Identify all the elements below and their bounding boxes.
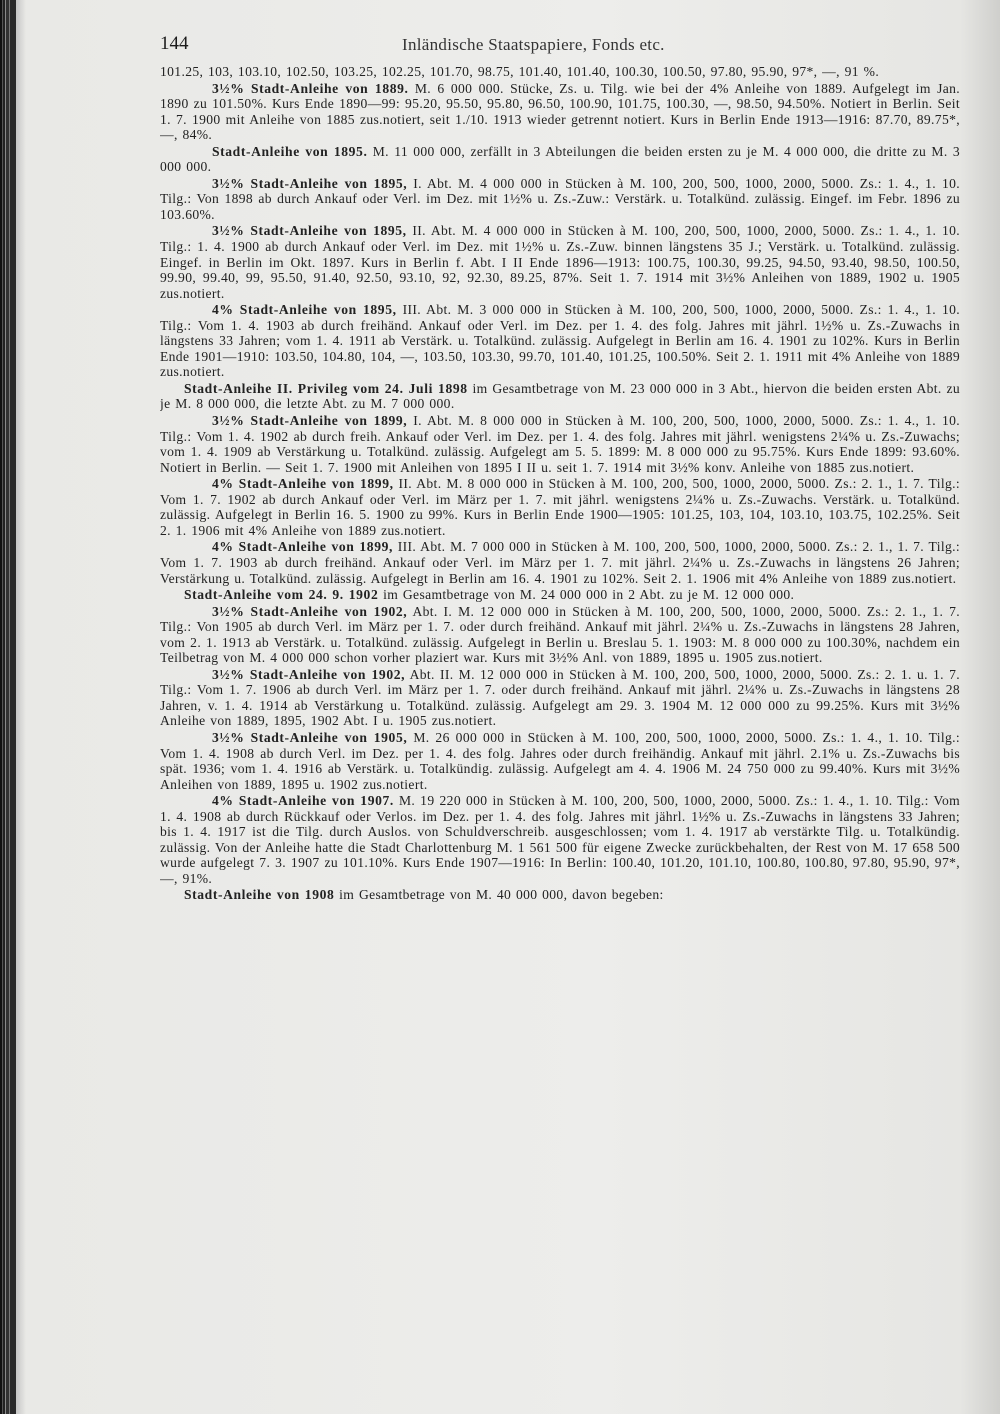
entry-anleihe-1907 <box>160 793 960 886</box>
paragraph <box>160 81 960 143</box>
entry-heading: 4% Stadt-Anleihe von 1899, <box>212 476 394 492</box>
page-number: 144 <box>160 34 189 54</box>
entry-text: im Gesamtbetrage von M. 23 000 000 in 3 Abt., hiervon die beiden ersten Abt. zu je M. 8 000 000, die letzte Abt. zu M. 7 000 000. <box>160 380 960 412</box>
entry-anleihe-1889 <box>160 81 960 143</box>
paragraph <box>160 476 960 538</box>
entry-heading: Stadt-Anleihe von 1895. <box>212 143 368 159</box>
entry-anleihe-1902-overview <box>160 587 960 603</box>
entry-text: I. Abt. M. 8 000 000 in Stücken à M. 100, 200, 500, 1000, 2000, 5000. Zs.: 1. 4., 1. 10. Tilg.: Vom 1. 4. 1902 ab durch freih. Ankauf oder Verl. im Dez. per 1. 4. des folg. Jahres mit jährl. wenigstens 2¼% u. Zs.-Zuwachs; vom 1. 4. 1909 ab Verstärkung u. Totalkünd. zulässig. Aufgelegt am 5. 5. 1899: M. 8 000 000 zu 95.75%. Kurs Ende 1899: 93.60%. Notiert in Berlin. — Seit 1. 7. 1900 mit Anleihen von 1895 I II u. seit 1. 7. 1914 mit 3½% konv. Anleihe von 1885 zus.notiert. <box>160 413 960 475</box>
entry-heading: Stadt-Anleihe II. Privileg vom 24. Juli 1898 <box>184 380 468 396</box>
paragraph <box>160 381 960 412</box>
entry-anleihe-1908 <box>160 887 960 903</box>
entry-text: II. Abt. M. 4 000 000 in Stücken à M. 100, 200, 500, 1000, 2000, 5000. Zs.: 1. 4., 1. 10. Tilg.: 1. 4. 1900 ab durch Ankauf oder Verl. im Dez. mit 1½% u. Zs.-Zuw. binnen längstens 35 J.; Verstärk. u. Totalkünd. zulässig. Eingef. in Berlin im Okt. 1897. Kurs in Berlin f. Abt. I II Ende 1896—1913: 100.75, 100.30, 99.25, 94.50, 93.40, 98.50, 100.50, 99.90, 99.40, 99, 95.50, 91.40, 92.50, 93.10, 92, 92.30, 89.25, 87%. Seit 1. 7. 1914 mit 3½% Anleihen von 1889, 1902 u. 1905 zus.notiert. <box>160 223 960 301</box>
paragraph <box>160 64 960 80</box>
entry-heading: 3½% Stadt-Anleihe von 1902, <box>212 603 408 619</box>
entry-heading: 3½% Stadt-Anleihe von 1895, <box>212 223 407 239</box>
page-header <box>160 34 960 54</box>
entry-anleihe-1895-abt-3 <box>160 302 960 380</box>
entry-text: im Gesamtbetrage von M. 40 000 000, davon begeben: <box>339 887 664 903</box>
document-page <box>160 34 960 1404</box>
entry-text: 101.25, 103, 103.10, 102.50, 103.25, 102.25, 101.70, 98.75, 101.40, 101.40, 100.30, 100.50, 97.80, 95.90, 97*, —, 91 %. <box>160 64 880 79</box>
running-title: Inländische Staatspapiere, Fonds etc. <box>402 35 665 54</box>
paragraph <box>160 887 960 903</box>
entry-continued-quotes <box>160 64 960 80</box>
entry-text: III. Abt. M. 3 000 000 in Stücken à M. 100, 200, 500, 1000, 2000, 5000. Zs.: 1. 4., 1. 10. Tilg.: Vom 1. 4. 1903 ab durch freihänd. Ankauf oder Verl. im Dez. per 1. 4. des folg. Jahres mit jährl. 1½% u. Zs.-Zuwachs in längstens 33 Jahren; vom 1. 4. 1911 ab Verstärk. u. Totalkünd. zulässig. Aufgelegt in Berlin am 16. 4. 1901 zu 102%. Kurs in Berlin Ende 1901—1910: 103.50, 104.80, 104, —, 103.50, 103.30, 99.70, 101.40, 101.25, 100.50%. Seit 2. 1. 1911 mit 4% Anleihe von 1889 zus.notiert. <box>160 302 960 380</box>
entry-text: im Gesamtbetrage von M. 24 000 000 in 2 Abt. zu je M. 12 000 000. <box>383 587 795 603</box>
entry-text: M. 6 000 000. Stücke, Zs. u. Tilg. wie bei der 4% Anleihe von 1889. Aufgelegt im Jan. 1890 zu 101.50%. Kurs Ende 1890—99: 95.20, 95.50, 95.80, 96.50, 100.90, 101.75, 100.30, —, 98.50, 94.50%. Notiert in Berlin. Seit 1. 7. 1900 mit Anleihe von 1885 zus.notiert, seit 1./10. 1913 wieder getrennt notiert. Kurs in Berlin Ende 1913—1916: 87.70, 89.75*, —, 84%. <box>160 80 960 143</box>
entry-heading: 3½% Stadt-Anleihe von 1895, <box>212 175 408 191</box>
entry-heading: 3½% Stadt-Anleihe von 1902, <box>212 666 406 682</box>
entry-heading: 3½% Stadt-Anleihe von 1889. <box>212 80 409 96</box>
entry-anleihe-1899-abt-2 <box>160 476 960 538</box>
entry-heading: Stadt-Anleihe von 1908 <box>184 887 335 903</box>
entry-heading: 4% Stadt-Anleihe von 1907. <box>212 793 394 809</box>
book-binding-edge <box>0 0 16 1414</box>
paragraph <box>160 539 960 586</box>
entry-anleihe-1899-abt-1 <box>160 413 960 475</box>
entry-heading: Stadt-Anleihe vom 24. 9. 1902 <box>184 587 379 603</box>
entry-anleihe-1899-abt-3 <box>160 539 960 586</box>
entry-anleihe-1895-abt-2 <box>160 223 960 301</box>
paragraph <box>160 667 960 729</box>
entry-heading: 3½% Stadt-Anleihe von 1899, <box>212 413 408 429</box>
entry-text: I. Abt. M. 4 000 000 in Stücken à M. 100, 200, 500, 1000, 2000, 5000. Zs.: 1. 4., 1. 10. Tilg.: Von 1898 ab durch Ankauf oder Verl. im Dez. mit 1½% u. Zs.-Zuw.: Verstärk. u. Totalkünd. zulässig. Eingef. im Febr. 1896 zu 103.60%. <box>160 175 960 222</box>
paragraph <box>160 730 960 792</box>
entry-heading: 4% Stadt-Anleihe von 1899, <box>212 539 393 555</box>
entry-text: Abt. I. M. 12 000 000 in Stücken à M. 100, 200, 500, 1000, 2000, 5000. Zs.: 2. 1., 1. 7. Tilg.: Von 1905 ab durch Verl. im März per 1. 7. oder durch freihänd. Ankauf mit jährl. 2¼% u. Zs.-Zuwachs in längstens 28 Jahren, vom 2. 1. 1913 ab Verstärk. u. Totalkünd. zulässig. Aufgelegt in Berlin u. Breslau 5. 1. 1903: M. 8 000 000 zu 100.30%, nachdem ein Teilbetrag von M. 4 000 000 schon vorher plaziert war. Kurs mit 3½% Anl. von 1889, 1895 u. 1905 zus.notiert. <box>160 603 960 666</box>
entry-anleihe-1902-abt-2 <box>160 667 960 729</box>
entry-anleihe-1895-overview <box>160 144 960 175</box>
paragraph <box>160 413 960 475</box>
paragraph <box>160 144 960 175</box>
entry-text: M. 11 000 000, zerfällt in 3 Abteilungen die beiden ersten zu je M. 4 000 000, die dritte zu M. 3 000 000. <box>160 143 960 175</box>
entry-text: M. 19 220 000 in Stücken à M. 100, 200, 500, 1000, 2000, 5000. Zs.: 1. 4., 1. 10. Tilg.: Vom 1. 4. 1908 ab durch Rückkauf oder Verlos. im Dez. per 1. 4. des folg. Jahres mit jährl. 1½% u. Zs.-Zuwachs in längstens 33 Jahren; bis 1. 4. 1917 ist die Tilg. durch Auslos. von Schuldverschreib. ausgeschlossen; vom 1. 4. 1917 ab verstärkte Tilg. u. Totalkündig. zulässig. Von der Anleihe hatte die Stadt Charlottenburg M. 1 561 500 für eigene Zwecke zurückbehalten, der Rest von M. 17 658 500 wurde aufgelegt 7. 3. 1907 zu 101.10%. Kurs Ende 1907—1916: In Berlin: 100.40, 101.20, 101.10, 100.80, 100.80, 97.80, 95.90, 97*, —, 91%. <box>160 793 960 886</box>
paragraph <box>160 302 960 380</box>
paragraph <box>160 176 960 223</box>
paragraph <box>160 587 960 603</box>
entry-text: M. 26 000 000 in Stücken à M. 100, 200, 500, 1000, 2000, 5000. Zs.: 1. 4., 1. 10. Tilg.: Vom 1. 4. 1908 ab durch Verl. im Dez. per 1. 4. des folg. Jahres oder durch freihändig. Ankauf mit jährl. 2.1% u. Zs.-Zuwachs bis spät. 1936; vom 1. 4. 1916 ab Verstärk. u. Totalkündig. zulässig. Aufgelegt am 4. 4. 1906 M. 24 750 000 zu 99.40%. Kurs mit 3½% Anleihen von 1889, 1895 u. 1902 zus.notiert. <box>160 729 960 792</box>
entry-heading: 4% Stadt-Anleihe von 1895, <box>212 302 397 318</box>
entry-text: III. Abt. M. 7 000 000 in Stücken à M. 100, 200, 500, 1000, 2000, 5000. Zs.: 2. 1., 1. 7. Tilg.: Vom 1. 7. 1903 ab durch freihänd. Ankauf oder Verl. im März per 1. 7. mit jährl. 2¼% u. Zs.-Zuwachs in längstens 26 Jahren; Verstärkung u. Totalkünd. zulässig. Aufgelegt in Berlin am 16. 4. 1901 zu 102%. Seit 2. 1. 1906 mit 4% Anleihe von 1889 zus.notiert. <box>160 539 960 586</box>
entry-privileg-1898 <box>160 381 960 412</box>
entry-anleihe-1905 <box>160 730 960 792</box>
entry-anleihe-1902-abt-1 <box>160 604 960 666</box>
paragraph <box>160 223 960 301</box>
entry-text: II. Abt. M. 8 000 000 in Stücken à M. 100, 200, 500, 1000, 2000, 5000. Zs.: 2. 1., 1. 7. Tilg.: Vom 1. 7. 1902 ab durch Ankauf oder Verl. im März per 1. 7. mit jährl. wenigstens 2¼% u. Zs.-Zuwachs. Verstärk. u. Totalkünd. zulässig. Aufgelegt in Berlin 16. 5. 1900 zu 99%. Kurs in Berlin Ende 1900—1905: 101.25, 103, 104, 103.10, 103.75, 102.25%. Seit 2. 1. 1906 mit 4% Anleihe von 1889 zus.notiert. <box>160 476 960 538</box>
paragraph <box>160 604 960 666</box>
paragraph <box>160 793 960 886</box>
entry-anleihe-1895-abt-1 <box>160 176 960 223</box>
entry-heading: 3½% Stadt-Anleihe von 1905, <box>212 729 408 745</box>
entry-text: Abt. II. M. 12 000 000 in Stücken à M. 100, 200, 500, 1000, 2000, 5000. Zs.: 2. 1. u. 1. 7. Tilg.: Vom 1. 7. 1906 ab durch Verl. im März per 1. 7. oder durch freihänd. Ankauf mit jährl. 2¼% u. Zs.-Zuwachs in längstens 28 Jahren, v. 1. 4. 1914 ab Verstärkung u. Totalkünd. zulässig. Aufgelegt am 29. 3. 1904 M. 12 000 000 zu 99.25%. Kurs mit 3½% Anleihe von 1889, 1895, 1902 Abt. I u. 1905 zus.notiert. <box>160 666 960 729</box>
